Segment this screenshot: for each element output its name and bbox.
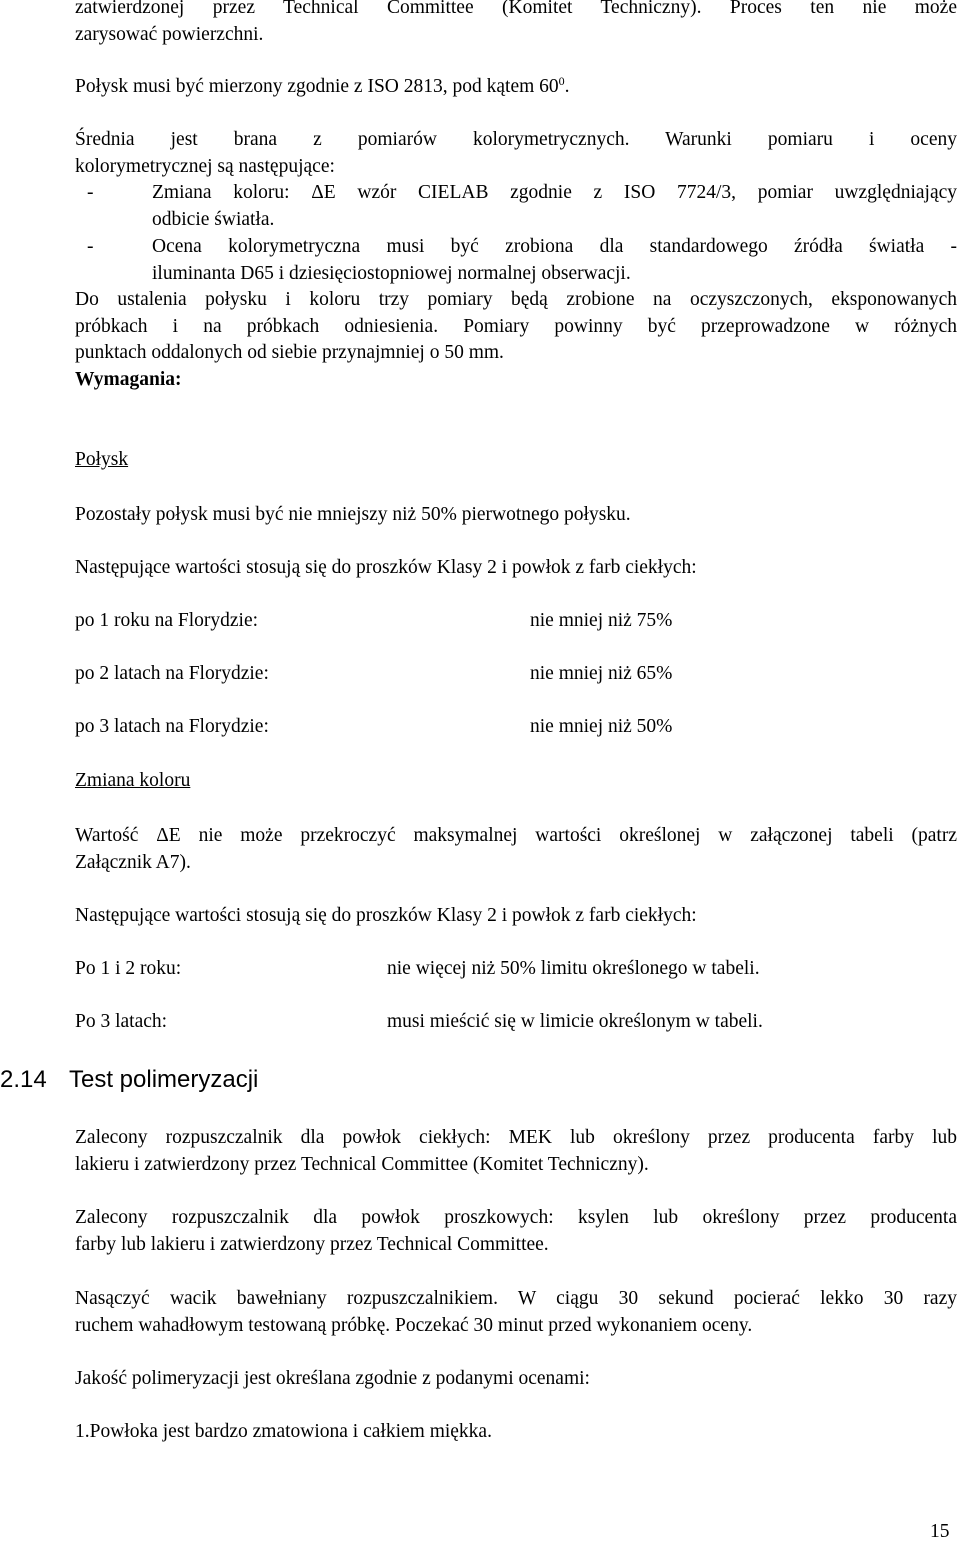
gloss-subheading-text: Połysk [75,449,129,470]
row-value: nie mniej niż 65% [530,663,673,684]
row-label: po 1 roku na Florydzie: [75,610,259,631]
paragraph-line: Do ustalenia połysku i koloru trzy pomiary będą zrobione na oczyszczonych, eksponowanych [75,289,957,310]
liquid-solvent-paragraph [75,1125,957,1178]
paragraph-line: punktach oddalonych od siebie przynajmniej o 50 mm. [75,342,504,363]
powder-solvent-paragraph [75,1205,957,1258]
paragraph-line: lakieru i zatwierdzony przez Technical Committee (Komitet Techniczny). [75,1153,649,1175]
quality-paragraph: Jakość polimeryzacji jest określana zgodnie z podanymi ocenami: [75,1368,590,1389]
requirements-heading: Wymagania: [75,369,182,390]
gloss-requirement-row [75,661,925,688]
row-label: Po 3 latach: [75,1011,168,1032]
row-value: musi mieścić się w limicie określonym w tabeli. [387,1011,763,1032]
bullet-item-colorimetric-rating [75,234,957,287]
row-label: po 2 latach na Florydzie: [75,663,269,684]
gloss-subheading [75,447,957,474]
colorimetric-paragraph [75,127,957,180]
bullet-line: Ocena kolorymetryczna musi być zrobiona dla standardowego źródła światła - [152,236,957,257]
section-title: Test polimeryzacji [69,1066,259,1093]
paragraph-line: kolorymetrycznej są następujące: [75,155,335,177]
degree-superscript: 0 [558,74,565,88]
paragraph-continuation [75,0,957,48]
paragraph-line: Zalecony rozpuszczalnik dla powłok proszkowych: ksylen lub określony przez producenta [75,1207,957,1228]
color-requirement-row [75,956,925,983]
paragraph-line: Wartość ΔE nie może przekroczyć maksymalnej wartości określonej w załączonej tabeli (patrz [75,825,957,846]
bullet-line: Zmiana koloru: ΔE wzór CIELAB zgodnie z ISO 7724/3, pomiar uwzględniający [152,182,957,203]
paragraph-line: Zalecony rozpuszczalnik dla powłok ciekłych: MEK lub określony przez producenta farby lub [75,1127,957,1148]
color-requirement-row [75,1009,925,1036]
bullet-dash: - [87,236,94,257]
bullet-item-color-change [75,180,957,233]
paragraph-line: zarysować powierzchni. [75,23,264,45]
bullet-dash: - [87,182,94,203]
paragraph-line: Średnia jest brana z pomiarów kolorymetrycznych. Warunki pomiaru i oceny [75,129,957,150]
gloss-measurement-paragraph [75,74,957,101]
paragraph-line: farby lub lakieru i zatwierdzony przez Technical Committee. [75,1233,549,1255]
measurement-paragraph [75,287,957,367]
paragraph-line: próbkach i na próbkach odniesienia. Pomiary powinny być przeprowadzone w różnych [75,315,957,337]
row-value: nie mniej niż 50% [530,716,673,737]
color-change-subheading [75,768,957,795]
paragraph-line: zatwierdzonej przez Technical Committee (Komitet Techniczny). Proces ten nie może [75,0,957,18]
gloss-requirement-row [75,714,925,741]
row-value: nie mniej niż 75% [530,610,673,631]
applies-text: Następujące wartości stosują się do proszków Klasy 2 i powłok z farb ciekłych: [75,905,697,926]
applies-text: Następujące wartości stosują się do proszków Klasy 2 i powłok z farb ciekłych: [75,557,697,578]
section-number: 2.14 [0,1066,47,1093]
color-change-subheading-text: Zmiana koloru [75,770,191,791]
soak-procedure-paragraph [75,1286,957,1339]
gloss-measurement-text: Połysk musi być mierzony zgodnie z ISO 2813, pod kątem 60 [75,76,559,97]
section-heading [0,1064,258,1096]
bullet-line: odbicie światła. [152,208,275,230]
paragraph-line: ruchem wahadłowym testowaną próbkę. Poczekać 30 minut przed wykonaniem oceny. [75,1314,753,1336]
row-label: Po 1 i 2 roku: [75,958,182,979]
page-number: 15 [930,1521,950,1542]
residual-gloss-text: Pozostały połysk musi być nie mniejszy niż 50% pierwotnego połysku. [75,504,631,525]
row-label: po 3 latach na Florydzie: [75,716,269,737]
row-value: nie więcej niż 50% limitu określonego w tabeli. [387,958,760,979]
gloss-requirement-row [75,608,925,635]
gloss-measurement-end: . [564,76,570,97]
paragraph-line: Załącznik A7). [75,851,191,873]
paragraph-line: Nasączyć wacik bawełniany rozpuszczalnikiem. W ciągu 30 sekund pocierać lekko 30 razy [75,1288,957,1309]
grade-1-item: 1.Powłoka jest bardzo zmatowiona i całkiem miękka. [75,1421,492,1442]
bullet-line: iluminanta D65 i dziesięciostopniowej normalnej obserwacji. [152,262,631,284]
delta-e-paragraph [75,823,957,876]
